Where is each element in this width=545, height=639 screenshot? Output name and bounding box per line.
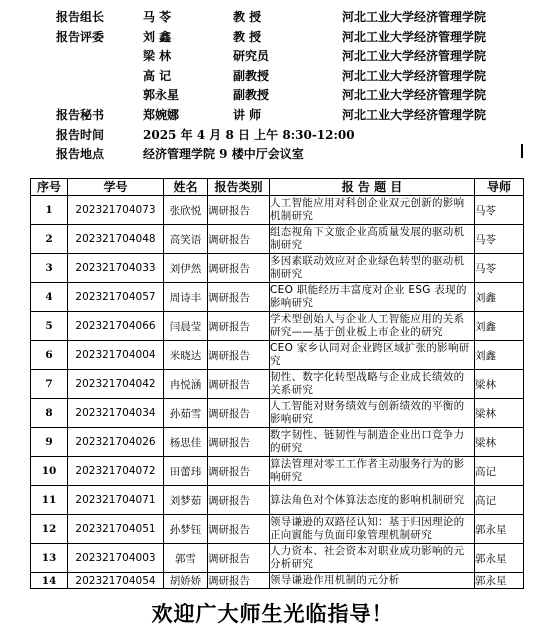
table-row <box>31 341 524 370</box>
header-type: 报告类别 <box>208 179 270 196</box>
member-org: 河北工业大学经济管理学院 <box>342 88 487 102</box>
location-label: 报告地点 <box>56 147 105 161</box>
row-index: 5 <box>31 312 68 341</box>
row-type: 调研报告 <box>208 312 270 341</box>
table-row <box>31 225 524 254</box>
member-org: 河北工业大学经济管理学院 <box>342 108 487 122</box>
row-advisor: 马苓 <box>475 254 524 283</box>
row-title: 算法角色对个体算法态度的影响机制研究 <box>270 486 475 515</box>
row-name: 孙梦钰 <box>164 515 208 544</box>
committee-row <box>0 28 545 46</box>
member-org: 河北工业大学经济管理学院 <box>342 69 487 83</box>
member-org: 河北工业大学经济管理学院 <box>342 49 487 63</box>
row-student-id: 202321704066 <box>68 312 164 341</box>
table-row <box>31 399 524 428</box>
row-student-id: 202321704054 <box>68 573 164 589</box>
row-student-id: 202321704048 <box>68 225 164 254</box>
row-type: 调研报告 <box>208 370 270 399</box>
time-label: 报告时间 <box>56 128 105 142</box>
role-label: 报告组长 <box>56 10 105 24</box>
row-title: 人力资本、社会资本对职业成功影响的元分析研究 <box>270 544 475 573</box>
row-name: 张欣悦 <box>164 196 208 225</box>
row-index: 13 <box>31 544 68 573</box>
header-student-id: 学号 <box>68 179 164 196</box>
member-org: 河北工业大学经济管理学院 <box>342 10 487 24</box>
row-type: 调研报告 <box>208 254 270 283</box>
table-row <box>31 283 524 312</box>
row-name: 刘梦茹 <box>164 486 208 515</box>
role-label: 报告秘书 <box>56 108 105 122</box>
row-advisor: 梁林 <box>475 370 524 399</box>
row-index: 3 <box>31 254 68 283</box>
row-type: 调研报告 <box>208 196 270 225</box>
row-title: 领导谦逊作用机制的元分析 <box>270 573 475 589</box>
row-title: 领导谦逊的双路径认知：基于归因理论的正向賨能与负面印象管理机制研究 <box>270 515 475 544</box>
table-row <box>31 254 524 283</box>
row-index: 14 <box>31 573 68 589</box>
row-name: 高笑语 <box>164 225 208 254</box>
member-title: 教 授 <box>233 10 262 24</box>
row-student-id: 202321704073 <box>68 196 164 225</box>
row-title: 算法管理对零工工作者主动服务行为的影响研究 <box>270 457 475 486</box>
member-title: 副教授 <box>233 69 270 83</box>
time-value: 2025 年 4 月 8 日 上午 8:30-12:00 <box>143 128 355 142</box>
table-row <box>31 312 524 341</box>
row-advisor: 刘鑫 <box>475 283 524 312</box>
table-row <box>31 486 524 515</box>
row-name: 刘伊然 <box>164 254 208 283</box>
row-name: 胡娇娇 <box>164 573 208 589</box>
table-row <box>31 428 524 457</box>
row-index: 8 <box>31 399 68 428</box>
row-index: 1 <box>31 196 68 225</box>
member-name: 梁 林 <box>143 49 172 63</box>
committee-row <box>0 8 545 26</box>
row-type: 调研报告 <box>208 399 270 428</box>
row-index: 7 <box>31 370 68 399</box>
schedule-table <box>30 178 524 589</box>
row-name: 冉悦涵 <box>164 370 208 399</box>
row-index: 9 <box>31 428 68 457</box>
row-title: 学术型创始人与企业人工智能应用的关系研究——基于创业板上市企业的研究 <box>270 312 475 341</box>
committee-row <box>0 86 545 104</box>
row-student-id: 202321704003 <box>68 544 164 573</box>
table-row <box>31 457 524 486</box>
row-name: 闫晨莹 <box>164 312 208 341</box>
row-type: 调研报告 <box>208 457 270 486</box>
table-row <box>31 370 524 399</box>
row-name: 周诗丰 <box>164 283 208 312</box>
table-row <box>31 544 524 573</box>
row-student-id: 202321704072 <box>68 457 164 486</box>
row-advisor: 刘鑫 <box>475 341 524 370</box>
member-name: 郭永星 <box>143 88 180 102</box>
table-header-row <box>31 179 524 196</box>
location-value: 经济管理学院 9 楼中厅会议室 <box>143 147 304 161</box>
row-student-id: 202321704057 <box>68 283 164 312</box>
row-name: 郭雪 <box>164 544 208 573</box>
row-name: 孙茹雪 <box>164 399 208 428</box>
row-student-id: 202321704051 <box>68 515 164 544</box>
committee-row <box>0 47 545 65</box>
row-type: 调研报告 <box>208 225 270 254</box>
role-label: 报告评委 <box>56 30 105 44</box>
row-title: 多因素联动效应对企业绿色转型的驱动机制研究 <box>270 254 475 283</box>
row-advisor: 高记 <box>475 457 524 486</box>
row-type: 调研报告 <box>208 283 270 312</box>
member-title: 研究员 <box>233 49 270 63</box>
header-name: 姓名 <box>164 179 208 196</box>
row-title: 人工智能对财务绩效与创新绩效的平衡的影响研究 <box>270 399 475 428</box>
row-advisor: 郭永星 <box>475 515 524 544</box>
time-row <box>0 126 545 144</box>
row-name: 田蕾玮 <box>164 457 208 486</box>
row-index: 11 <box>31 486 68 515</box>
member-name: 刘 鑫 <box>143 30 172 44</box>
row-index: 12 <box>31 515 68 544</box>
text-cursor <box>521 144 523 158</box>
welcome-message: 欢迎广大师生光临指导！ <box>151 601 394 626</box>
row-student-id: 202321704042 <box>68 370 164 399</box>
row-student-id: 202321704026 <box>68 428 164 457</box>
row-student-id: 202321704004 <box>68 341 164 370</box>
committee-row <box>0 106 545 124</box>
row-index: 4 <box>31 283 68 312</box>
member-title: 副教授 <box>233 88 270 102</box>
row-student-id: 202321704071 <box>68 486 164 515</box>
row-type: 调研报告 <box>208 486 270 515</box>
member-name: 马 苓 <box>143 10 172 24</box>
row-type: 调研报告 <box>208 341 270 370</box>
row-advisor: 马苓 <box>475 196 524 225</box>
row-type: 调研报告 <box>208 428 270 457</box>
row-type: 调研报告 <box>208 573 270 589</box>
row-title: 数字韧性、链韧性与制造企业出口竞争力的研究 <box>270 428 475 457</box>
header-advisor: 导师 <box>475 179 524 196</box>
row-name: 米晓达 <box>164 341 208 370</box>
table-row <box>31 573 524 589</box>
row-title: CEO 职能经历丰富度对企业 ESG 表现的影响研究 <box>270 283 475 312</box>
header-title: 报 告 题 目 <box>270 179 475 196</box>
member-org: 河北工业大学经济管理学院 <box>342 30 487 44</box>
location-row <box>0 145 545 163</box>
member-name: 郑婉娜 <box>143 108 180 122</box>
row-index: 6 <box>31 341 68 370</box>
header-index: 序号 <box>31 179 68 196</box>
row-title: 韧性、数字化转型战略与企业成长绩效的关系研究 <box>270 370 475 399</box>
row-advisor: 高记 <box>475 486 524 515</box>
row-name: 杨思佳 <box>164 428 208 457</box>
row-index: 10 <box>31 457 68 486</box>
member-title: 讲 师 <box>233 108 262 122</box>
row-title: CEO 家乡认同对企业跨区域扩张的影响研究 <box>270 341 475 370</box>
member-title: 教 授 <box>233 30 262 44</box>
table-row <box>31 515 524 544</box>
row-advisor: 马苓 <box>475 225 524 254</box>
row-title: 组态视角下文旅企业高质量发展的驱动机制研究 <box>270 225 475 254</box>
committee-row <box>0 67 545 85</box>
row-advisor: 梁林 <box>475 399 524 428</box>
row-student-id: 202321704034 <box>68 399 164 428</box>
row-advisor: 梁林 <box>475 428 524 457</box>
table-row <box>31 196 524 225</box>
row-student-id: 202321704033 <box>68 254 164 283</box>
row-advisor: 郭永星 <box>475 544 524 573</box>
row-title: 人工智能应用对科创企业双元创新的影响机制研究 <box>270 196 475 225</box>
row-advisor: 刘鑫 <box>475 312 524 341</box>
row-type: 调研报告 <box>208 515 270 544</box>
row-type: 调研报告 <box>208 544 270 573</box>
member-name: 高 记 <box>143 69 172 83</box>
row-advisor: 郭永星 <box>475 573 524 589</box>
row-index: 2 <box>31 225 68 254</box>
